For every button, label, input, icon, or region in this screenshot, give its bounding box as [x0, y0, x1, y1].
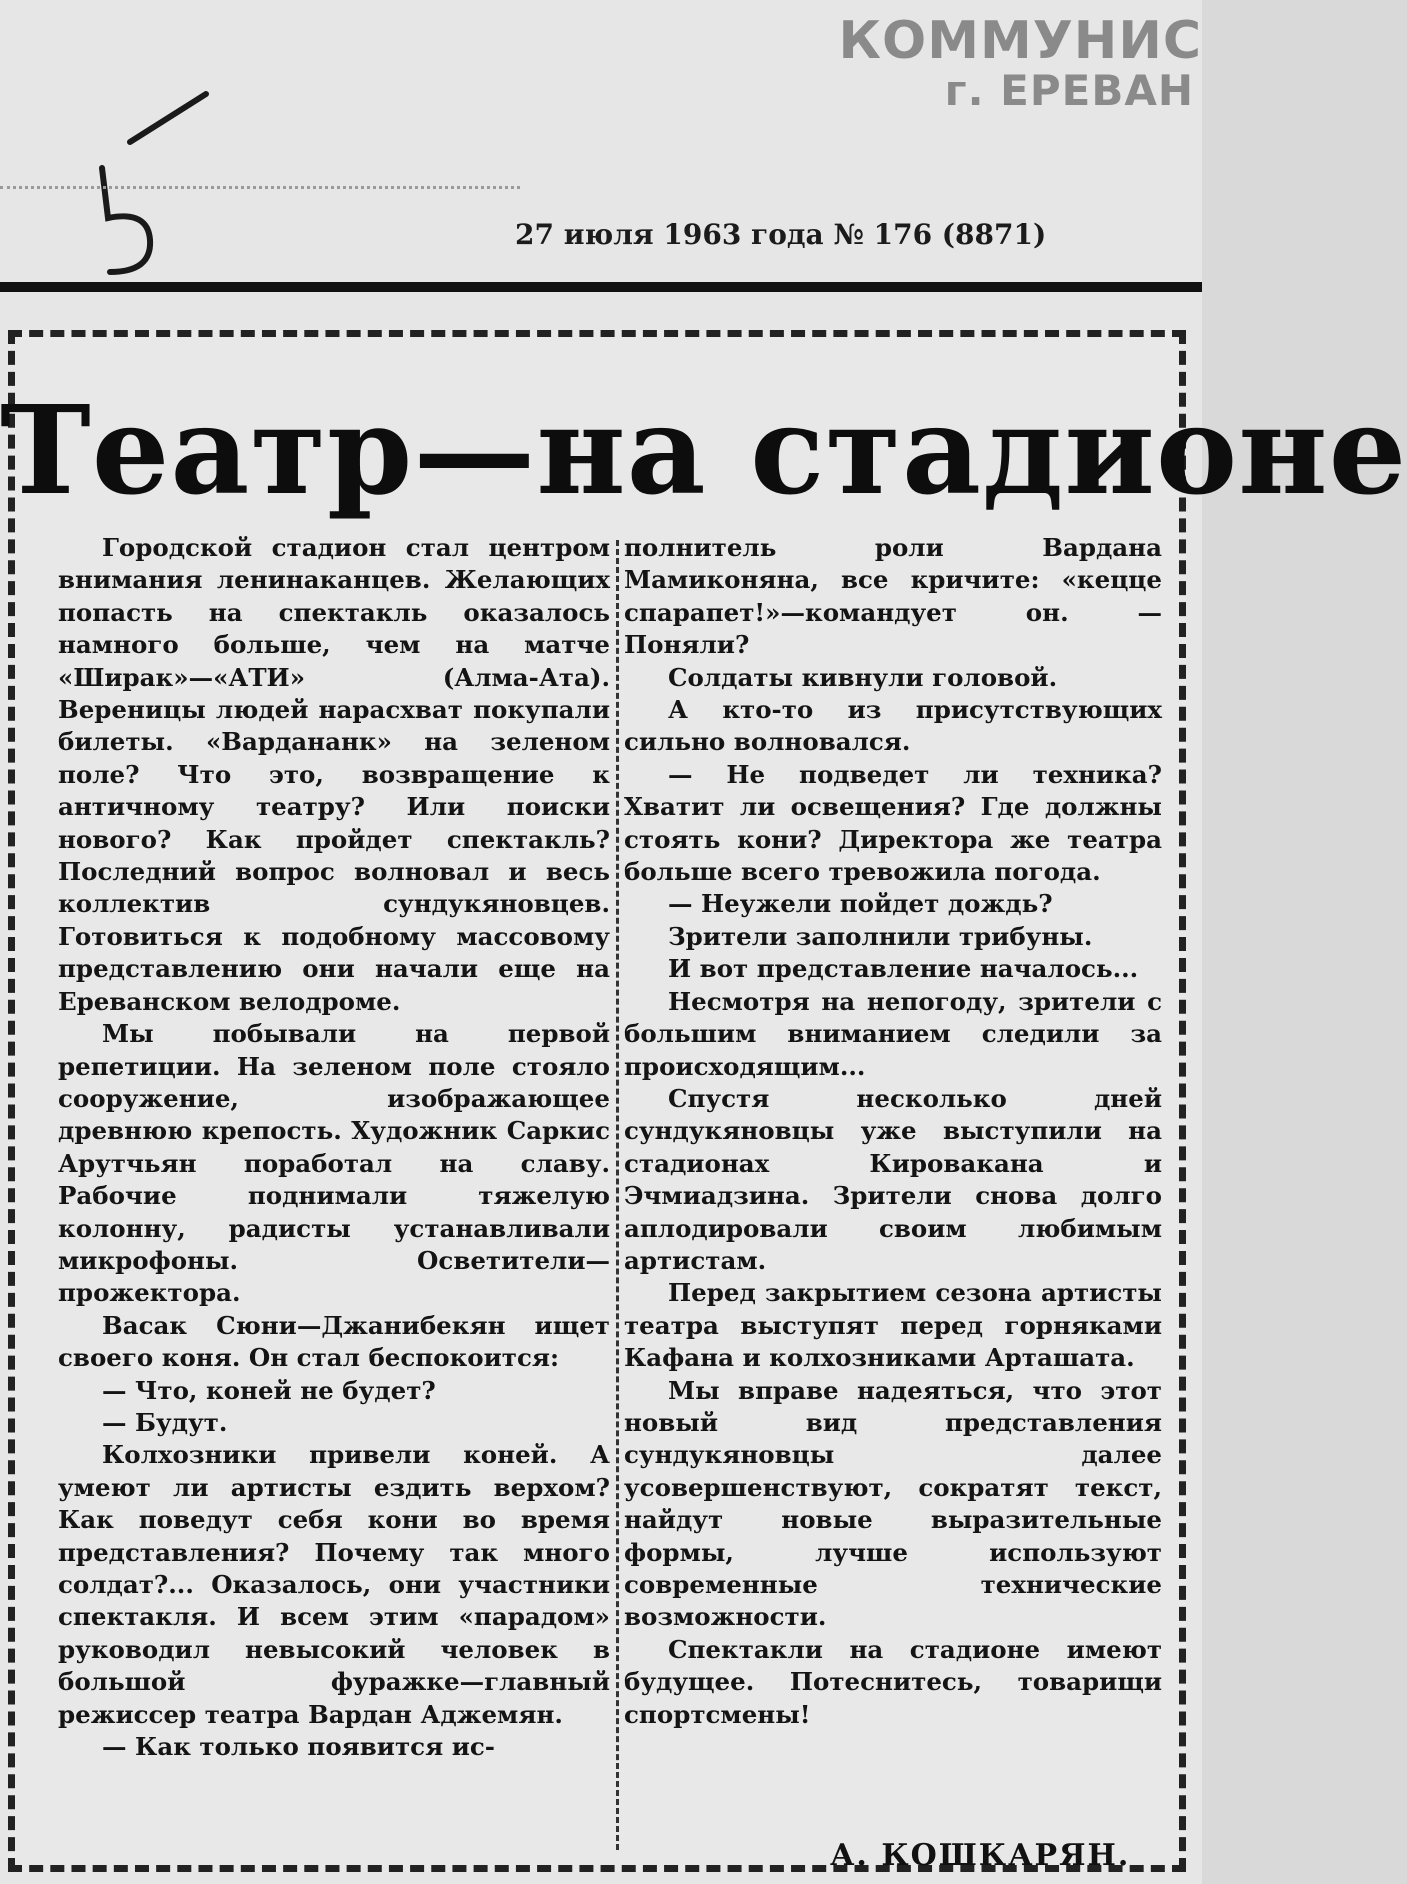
paragraph: — Что, коней не будет?: [102, 1375, 436, 1405]
article-column-right: [624, 532, 1162, 1731]
paragraph: И вот представление началось...: [668, 954, 1139, 984]
paragraph: Солдаты кивнули головой.: [668, 662, 1058, 692]
paragraph: А кто-то из присутствующих сильно волновался.: [624, 695, 1162, 757]
stamp-line-2: г. ЕРЕВАН: [944, 65, 1194, 115]
paragraph: Мы побывали на первой репетиции. На зеленом поле стояло сооружение, изображающее древнюю крепость. Художник Саркис Арутчьян поработал на славу. Рабочие поднимали тяжелую колонну, радисты устанавливали микрофоны. Осветители—прожектора.: [58, 1019, 610, 1308]
author-signature: А. КОШКАРЯН.: [830, 1838, 1131, 1873]
paragraph: Зрители заполнили трибуны.: [668, 921, 1093, 951]
newspaper-stamp: [838, 11, 1203, 115]
dotted-line: [0, 186, 520, 189]
paragraph: Колхозники привели коней. А умеют ли артисты ездить верхом? Как поведут себя кони во время представления? Почему так много солдат?... Оказалось, они участники спектакля. И всем этим «парадом» руководил невысокий человек в большой фуражке—главный режиссер театра Вардан Аджемян.: [58, 1440, 610, 1729]
paragraph: Перед закрытием сезона артисты театра выступят перед горняками Кафана и колхозниками Арташата.: [624, 1278, 1162, 1373]
paragraph: Мы вправе надеяться, что этот новый вид представления сундукяновцы далее усовершенствуют, сократят текст, найдут новые выразительные формы, лучше используют современные технические возможности.: [624, 1375, 1162, 1632]
paragraph: Несмотря на непогоду, зрители с большим вниманием следили за происходящим...: [624, 986, 1162, 1081]
paragraph: — Неужели пойдет дождь?: [668, 889, 1053, 919]
paragraph: — Как только появится ис-: [102, 1732, 495, 1762]
paragraph: Спустя несколько дней сундукяновцы уже выступили на стадионах Кировакана и Эчмиадзина. Зрители снова долго аплодировали своим любимым артистам.: [624, 1083, 1162, 1275]
column-divider: [616, 540, 619, 1850]
paragraph: Васак Сюни—Джанибекян ищет своего коня. Он стал беспокоится:: [58, 1310, 610, 1373]
article-headline: Театр—на стадионе: [0, 378, 1407, 522]
header-rule: [0, 282, 1202, 292]
stamp-line-1: КОММУНИС: [838, 11, 1202, 71]
paragraph: Спектакли на стадионе имеют будущее. Потеснитесь, товарищи спортсмены!: [624, 1634, 1162, 1729]
article-column-left: [58, 532, 610, 1763]
paragraph: — Не подведет ли техника? Хватит ли освещения? Где должны стоять кони? Директора же театра больше всего тревожила погода.: [624, 759, 1162, 887]
paragraph: полнитель роли Вардана Мамиконяна, все кричите: «кецце спарапет!»—командует он. — Поняли?: [624, 533, 1162, 660]
issue-dateline: 27 июля 1963 года № 176 (8871): [515, 218, 1047, 251]
paragraph: Городской стадион стал центром внимания ленинаканцев. Желающих попасть на спектакль оказалось намного больше, чем на матче «Ширак»—«АТИ» (Алма-Ата). Вереницы людей нарасхват покупали билеты. «Вардананк» на зеленом поле? Что это, возвращение к античному театру? Или поиски нового? Как пройдет спектакль? Последний вопрос волновал и весь коллектив сундукяновцев. Готовиться к подобному массовому представлению они начали еще на Ереванском велодроме.: [58, 533, 610, 1016]
handwritten-mark-icon: [100, 90, 210, 280]
paragraph: — Будут.: [102, 1407, 228, 1437]
